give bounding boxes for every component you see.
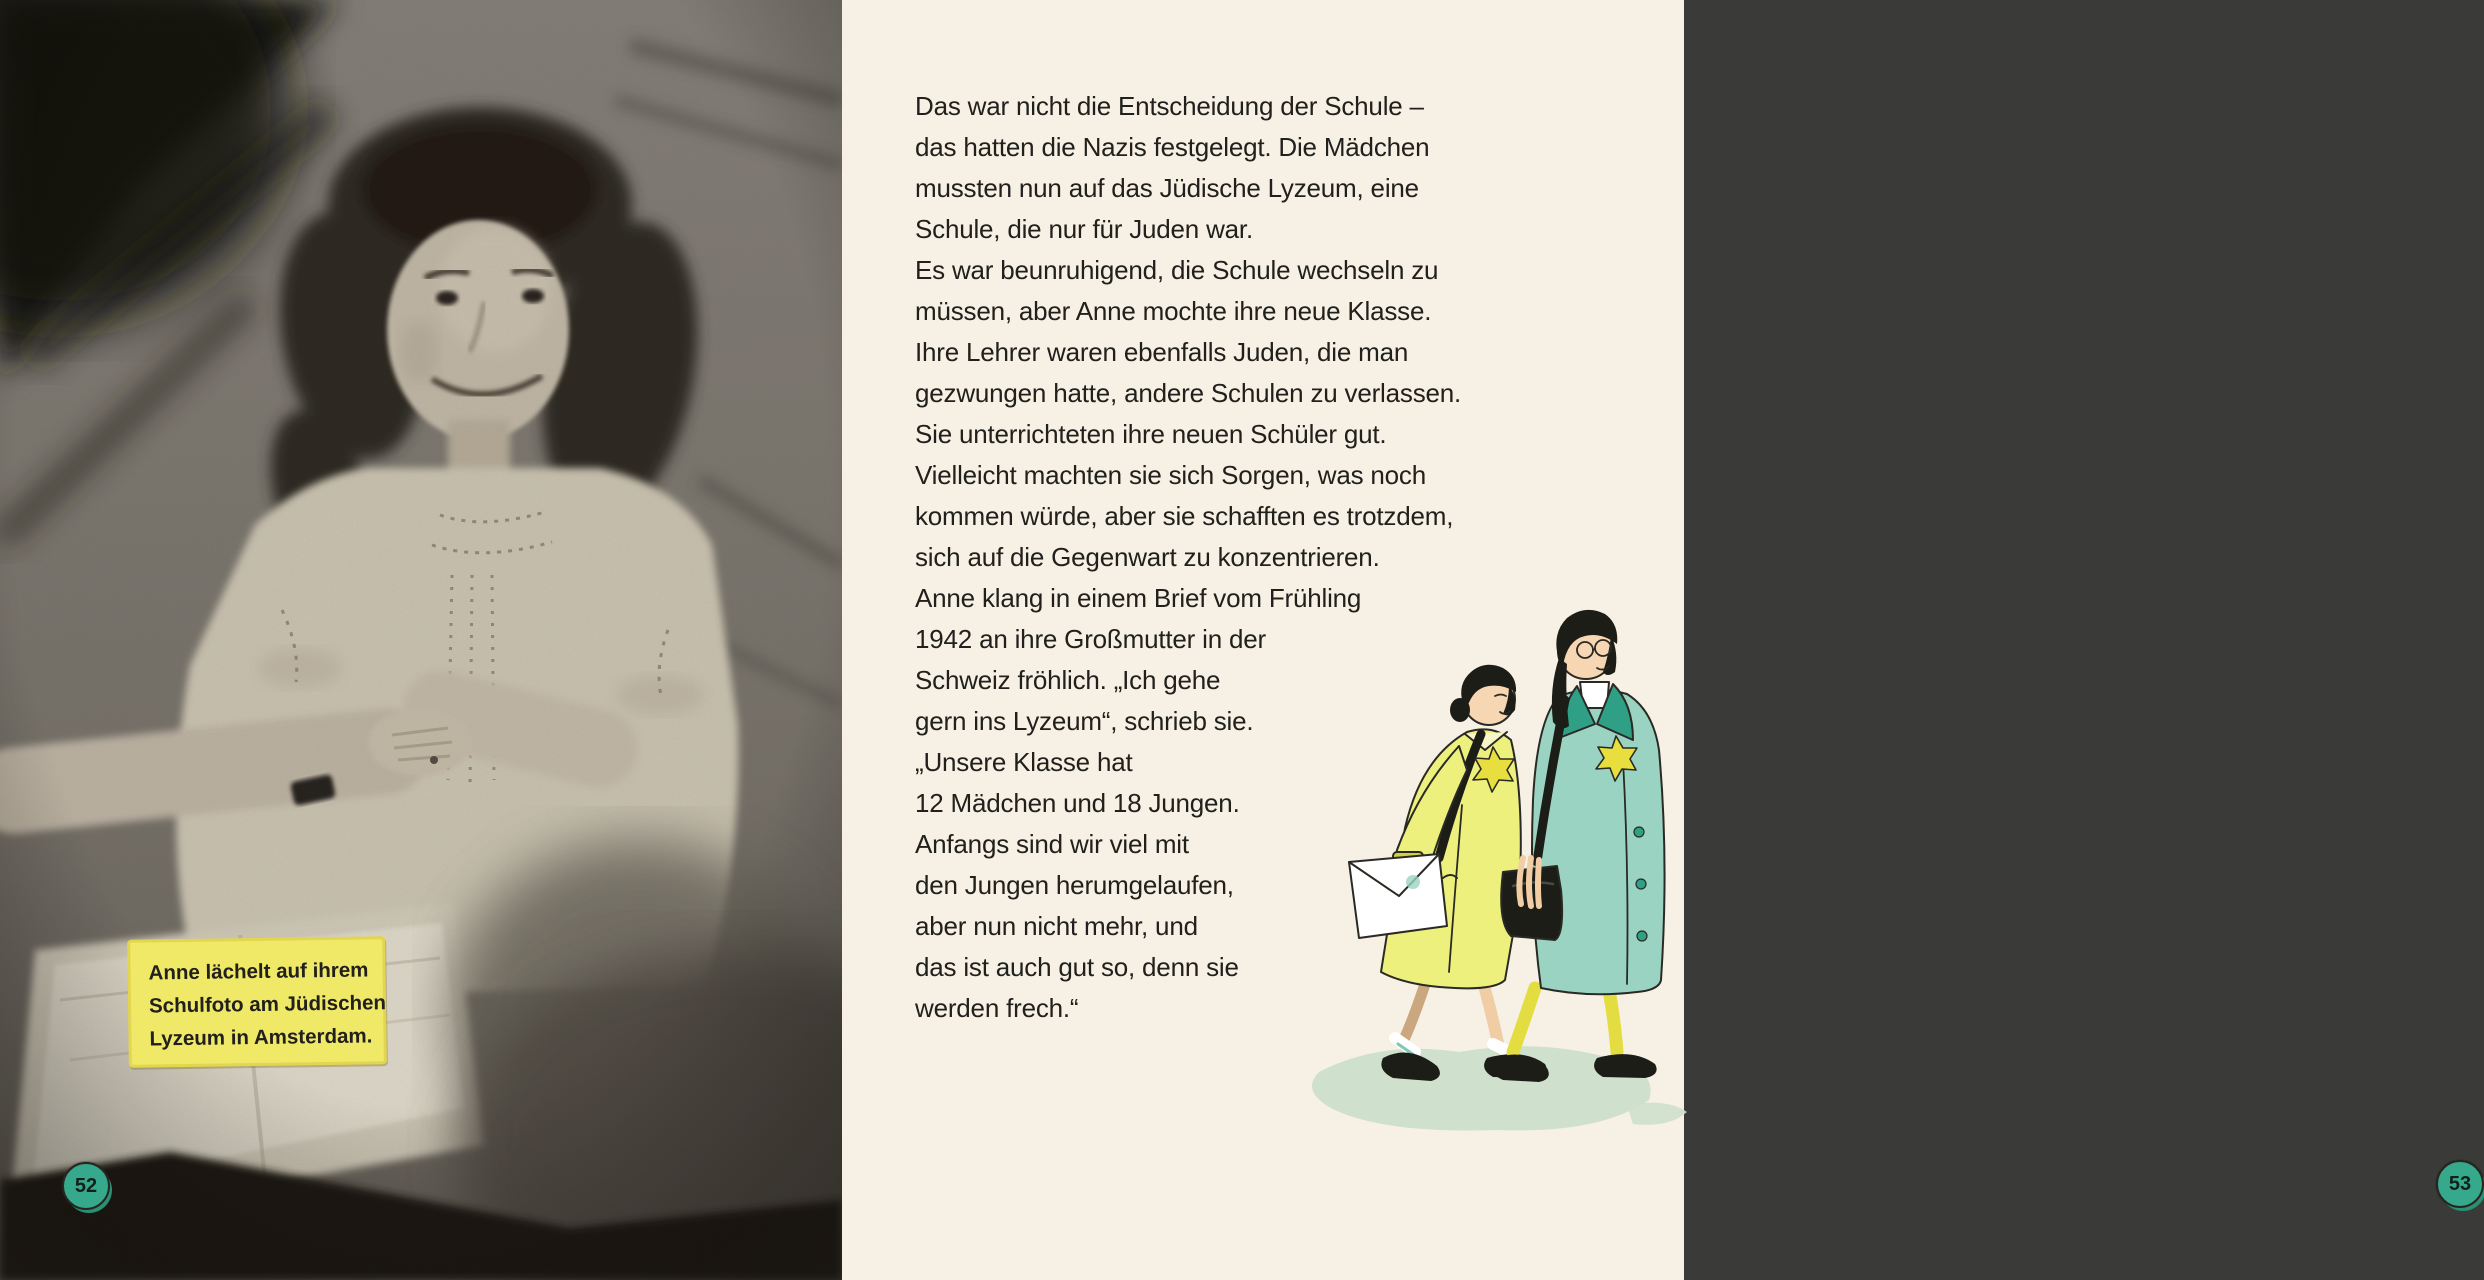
button: [1634, 827, 1644, 837]
caption-line: Lyzeum in Amsterdam.: [149, 1024, 373, 1051]
button: [1636, 879, 1646, 889]
text-line: aber nun nicht mehr, und: [915, 911, 1198, 941]
text-line: 1942 an ihre Großmutter in der: [915, 624, 1266, 654]
text-line: Schweiz fröhlich. „Ich gehe: [915, 665, 1221, 695]
text-line: Ihre Lehrer waren ebenfalls Juden, die man: [915, 337, 1409, 367]
text-line: das hatten die Nazis festgelegt. Die Mädchen: [915, 132, 1430, 162]
text-line: mussten nun auf das Jüdische Lyzeum, eine: [915, 173, 1419, 203]
text-line: gern ins Lyzeum“, schrieb sie.: [915, 706, 1254, 736]
shoe: [1594, 1054, 1657, 1078]
text-line: Anfangs sind wir viel mit: [915, 829, 1189, 859]
photo-grain: [0, 0, 842, 1280]
text-line: Es war beunruhigend, die Schule wechseln zu: [915, 255, 1439, 285]
caption-line: Anne lächelt auf ihrem: [148, 958, 369, 985]
page-number-right: 53: [2436, 1160, 2484, 1208]
text-line: Das war nicht die Entscheidung der Schule –: [915, 91, 1424, 121]
text-line: Vielleicht machten sie sich Sorgen, was noch: [915, 460, 1426, 490]
text-line: 12 Mädchen und 18 Jungen.: [915, 788, 1240, 818]
photo-caption: [127, 936, 387, 1068]
text-line: das ist auch gut so, denn sie: [915, 952, 1239, 982]
text-line: gezwungen hatte, andere Schulen zu verlassen.: [915, 378, 1462, 408]
two-girls-illustration: [1297, 600, 1687, 1160]
ground-wisp: [1627, 1103, 1687, 1125]
left-page: [0, 0, 842, 1280]
page-number-left: 52: [62, 1162, 110, 1210]
text-line: Anne klang in einem Brief vom Frühling: [915, 583, 1362, 613]
teal-coat: [1532, 689, 1665, 994]
right-page: [842, 0, 2472, 1280]
text-line: Schule, die nur für Juden war.: [915, 214, 1253, 244]
text-line: Sie unterrichteten ihre neuen Schüler gut.: [915, 419, 1387, 449]
text-line: werden frech.“: [915, 993, 1079, 1023]
text-line: müssen, aber Anne mochte ihre neue Klasse.: [915, 296, 1432, 326]
text-line: sich auf die Gegenwart zu konzentrieren.: [915, 542, 1380, 572]
text-line: „Unsere Klasse hat: [915, 747, 1133, 777]
anne-school-photo: [0, 0, 842, 1280]
text-line: den Jungen herumgelaufen,: [915, 870, 1234, 900]
button: [1637, 931, 1647, 941]
text-line: kommen würde, aber sie schafften es trotzdem,: [915, 501, 1454, 531]
caption-line: Schulfoto am Jüdischen: [148, 991, 387, 1018]
